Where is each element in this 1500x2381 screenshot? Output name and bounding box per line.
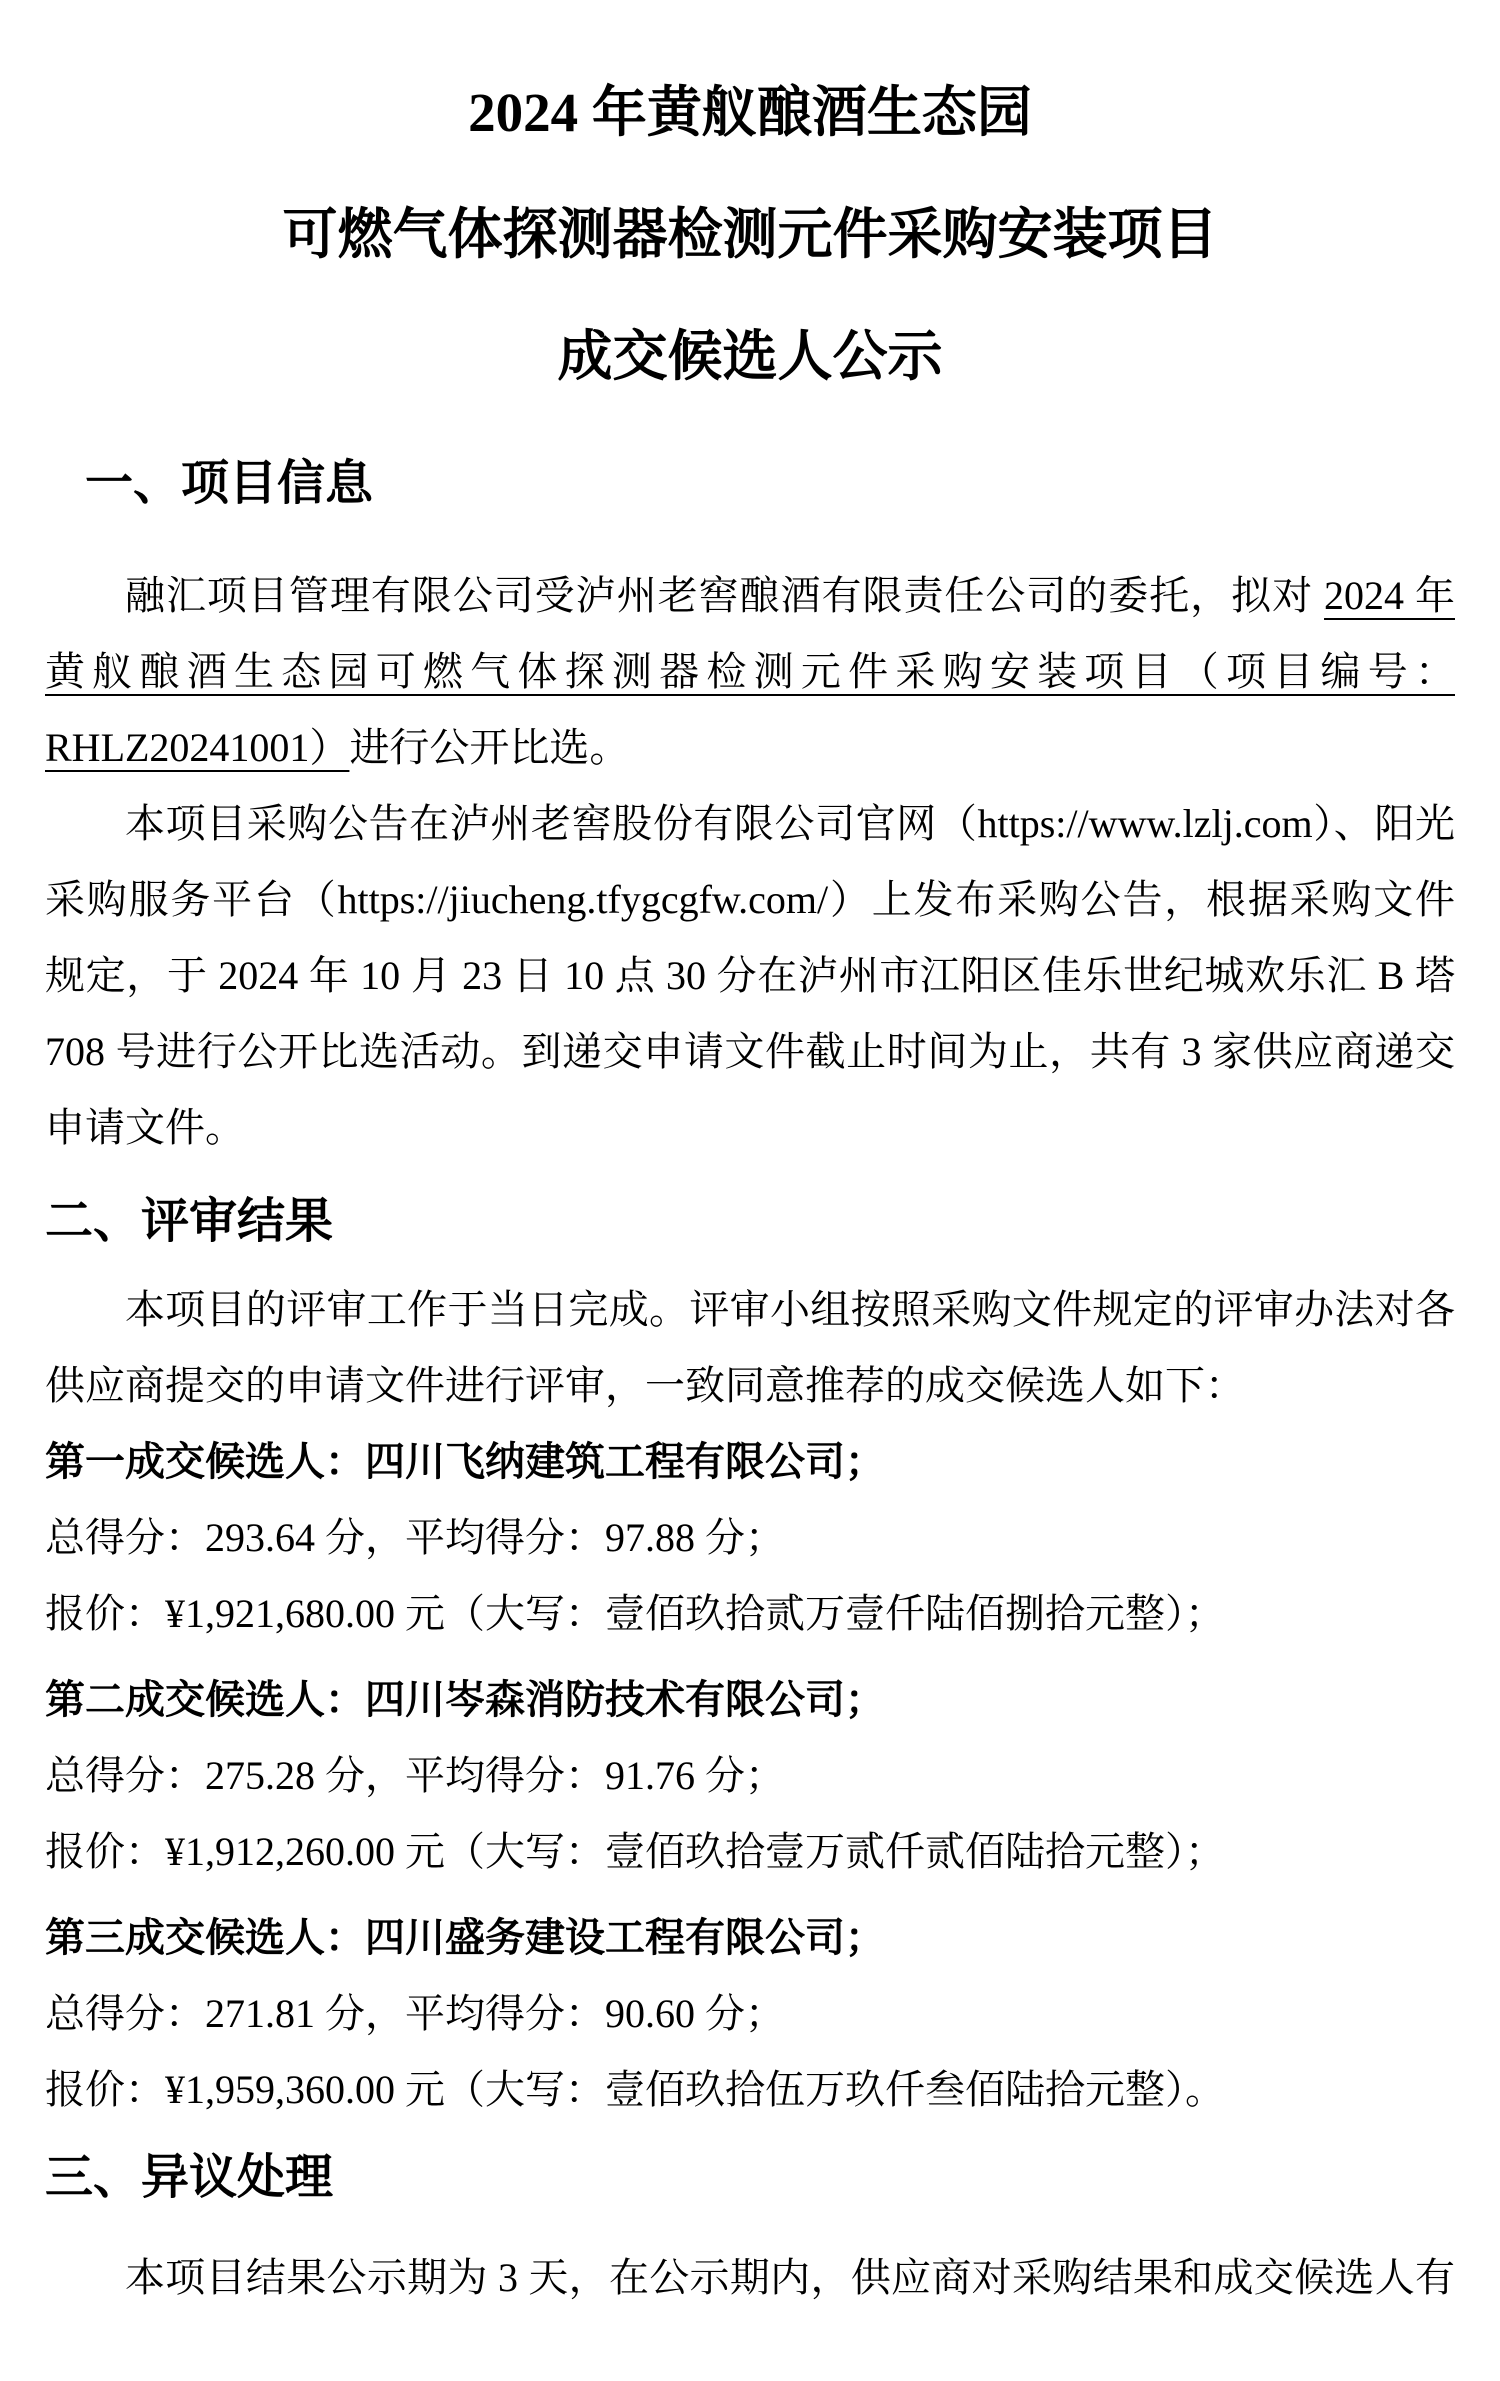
objection-paragraph: 本项目结果公示期为 3 天，在公示期内，供应商对采购结果和成交候选人有 xyxy=(125,2255,1455,2300)
candidate-2-score-line: 总得分：275.28 分，平均得分：91.76 分； xyxy=(45,1753,785,1798)
candidate-block-3 xyxy=(45,1900,1455,2128)
candidate-block-2 xyxy=(45,1662,1455,1890)
project-info-p1-tail-text: 进行公开比选。 xyxy=(349,725,630,770)
section-heading-review-results: 二、评审结果 xyxy=(45,1195,334,1248)
review-intro-paragraph: 本项目的评审工作于当日完成。评审小组按照采购文件规定的评审办法对各供应商提交的申请文件进行评审，一致同意推荐的成交候选人如下： xyxy=(45,1287,1455,1408)
title-line-3: 成交候选人公示 xyxy=(557,326,943,387)
project-info-p1-lead-text: 融汇项目管理有限公司受泸州老窖酿酒有限责任公司的委托，拟对 xyxy=(125,573,1325,618)
candidate-1-rank-line: 第一成交候选人：四川飞纳建筑工程有限公司； xyxy=(45,1439,885,1484)
project-info-paragraph-2: 本项目采购公告在泸州老窖股份有限公司官网（https://www.lzlj.com）、阳光采购服务平台（https://jiucheng.tfygcgfw.com/）上发布采购公告，根据采购文件规定，于 2024 年 10 月 23 日 10 点 30 分在泸州市江阳区佳乐世纪城欢乐汇 B 塔 708 号进行公开比选活动。到递交申请文件截止时间为止，共有 3 家供应商递交申请文件。 xyxy=(45,801,1455,1150)
candidate-1-price-line: 报价：¥1,921,680.00 元（大写：壹佰玖拾贰万壹仟陆佰捌拾元整）； xyxy=(45,1591,1225,1636)
title-line-2: 可燃气体探测器检测元件采购安装项目 xyxy=(282,204,1218,265)
candidate-1-score-line: 总得分：293.64 分，平均得分：97.88 分； xyxy=(45,1515,785,1560)
document-title xyxy=(45,52,1455,418)
project-name-underlined: 2024 年黄舣酿酒生态园可燃气体探测器检测元件采购安装项目（项目编号：RHLZ20241001） xyxy=(45,573,1455,770)
candidate-3-score-line: 总得分：271.81 分，平均得分：90.60 分； xyxy=(45,1991,785,2036)
title-line-1: 2024 年黄舣酿酒生态园 xyxy=(468,82,1032,143)
candidate-block-1 xyxy=(45,1424,1455,1652)
candidate-2-price-line: 报价：¥1,912,260.00 元（大写：壹佰玖拾壹万贰仟贰佰陆拾元整）； xyxy=(45,1829,1225,1874)
section-heading-objection-handling: 三、异议处理 xyxy=(45,2151,334,2204)
candidate-3-price-line: 报价：¥1,959,360.00 元（大写：壹佰玖拾伍万玖仟叁佰陆拾元整）。 xyxy=(45,2067,1225,2112)
project-info-paragraph-1 xyxy=(45,558,1455,786)
section-heading-project-info: 一、项目信息 xyxy=(85,457,374,510)
candidate-2-rank-line: 第二成交候选人：四川岑森消防技术有限公司； xyxy=(45,1677,885,1722)
candidate-3-rank-line: 第三成交候选人：四川盛务建设工程有限公司； xyxy=(45,1915,885,1960)
